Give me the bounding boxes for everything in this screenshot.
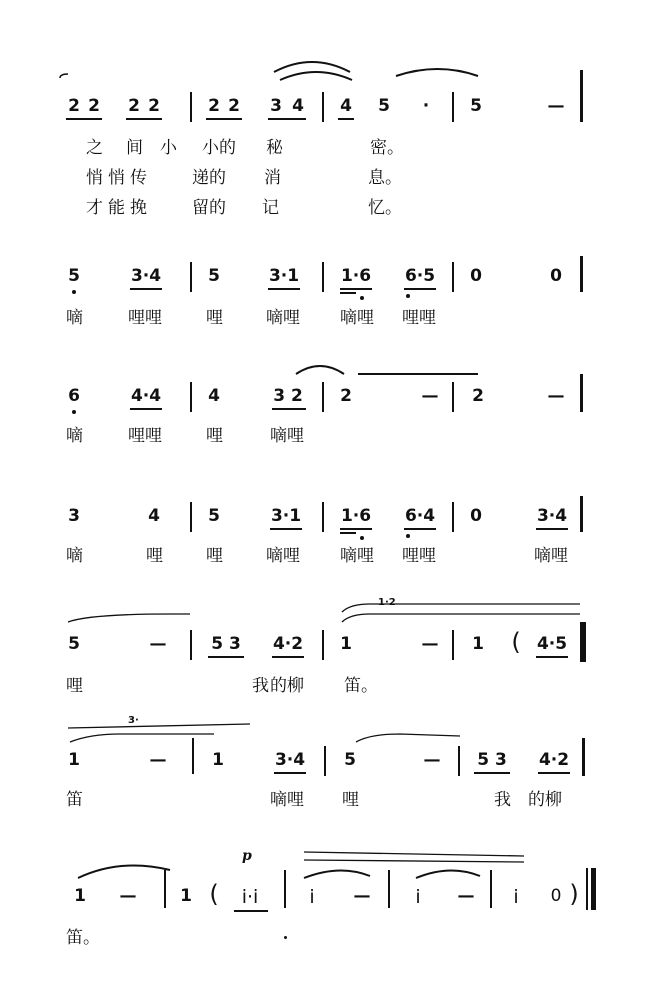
lyric: 之 [86, 138, 103, 158]
note: 4·2 [538, 750, 570, 770]
barline [322, 262, 324, 292]
note: i [415, 886, 421, 908]
lyric: 嘀哩 [340, 546, 374, 566]
low-dot [72, 290, 76, 294]
lyric: 嘀哩 [266, 308, 300, 328]
lyric: 忆。 [368, 198, 402, 218]
barline [190, 630, 192, 660]
underline [536, 656, 568, 658]
note: 4·5 [536, 634, 568, 654]
underline [340, 288, 372, 290]
note: 4 [340, 96, 352, 116]
lyric: 哩哩 [402, 308, 436, 328]
lyric: 消 [264, 168, 281, 188]
note: 4 [208, 386, 220, 406]
note: — [547, 386, 565, 406]
underline [274, 772, 306, 774]
lyric: 传 [130, 168, 147, 188]
close-paren: ) [569, 880, 579, 908]
lyric: 笛 [66, 790, 83, 810]
note: 5 [68, 266, 80, 286]
lyric: 哩哩 [128, 426, 162, 446]
final-barline [591, 868, 596, 910]
note: 4·4 [130, 386, 162, 406]
lyric: 笛。 [66, 928, 100, 948]
barline [190, 92, 192, 122]
note: 1 [472, 634, 484, 654]
lyric: 嘀哩 [266, 546, 300, 566]
underline [208, 656, 244, 658]
note: 3·4 [274, 750, 306, 770]
note: 5 [344, 750, 356, 770]
lyric: 悄 [108, 168, 125, 188]
low-dot [406, 294, 410, 298]
note: 6·5 [404, 266, 436, 286]
note: 1 [180, 886, 192, 906]
underline [270, 528, 302, 530]
barline [388, 870, 390, 908]
note: — [457, 886, 475, 906]
barline [452, 262, 454, 292]
barline [192, 738, 194, 774]
barline [580, 256, 583, 292]
underline [206, 118, 242, 120]
note: 5 [208, 506, 220, 526]
volta-label: 1·2 [378, 597, 396, 608]
note: 3·4 [536, 506, 568, 526]
barline [490, 870, 492, 908]
lyric: 间 [126, 138, 143, 158]
lyric: 哩哩 [402, 546, 436, 566]
note: — [547, 96, 565, 116]
barline [458, 746, 460, 776]
repeat-barline [580, 622, 586, 662]
underline [404, 288, 436, 290]
barline [190, 382, 192, 412]
barline [452, 630, 454, 660]
note: 1 [74, 886, 86, 906]
final-barline [586, 868, 588, 910]
note: 2 [148, 96, 160, 116]
note: — [423, 750, 441, 770]
lyric: 嘀 [66, 546, 83, 566]
lyric: 留的 [192, 198, 226, 218]
lyric: 哩哩 [128, 308, 162, 328]
note: 1 [68, 750, 80, 770]
low-dot [360, 296, 364, 300]
note: i [309, 886, 315, 908]
note: — [149, 634, 167, 654]
lyric: 记 [262, 198, 279, 218]
note: 3 [68, 506, 80, 526]
note: 4·2 [272, 634, 304, 654]
note: — [421, 634, 439, 654]
lyric: 嘀 [66, 426, 83, 446]
note: 5 [378, 96, 390, 116]
note: 1·6 [340, 506, 372, 526]
note: 3·1 [270, 506, 302, 526]
note: 3·4 [130, 266, 162, 286]
barline [580, 496, 583, 532]
note: 0 [470, 506, 482, 526]
barline [452, 92, 454, 122]
lyric: 哩 [146, 546, 163, 566]
underline [338, 118, 354, 120]
lyric: 哩 [66, 676, 83, 696]
lyric: 哩 [206, 426, 223, 446]
note: 2 [340, 386, 352, 406]
underline [66, 118, 102, 120]
note: — [119, 886, 137, 906]
lyric: 能 [108, 198, 125, 218]
lyric: 笛。 [344, 676, 378, 696]
low-dot [360, 536, 364, 540]
low-dot [406, 534, 410, 538]
lyric: 的柳 [270, 676, 304, 696]
barline [164, 870, 166, 908]
barline [580, 70, 583, 122]
lyric: 嘀哩 [270, 790, 304, 810]
underline [340, 292, 356, 294]
lyric: 递的 [192, 168, 226, 188]
note: 3·1 [268, 266, 300, 286]
note: i [513, 886, 519, 908]
note: 1 [340, 634, 352, 654]
volta-label: 3· [128, 715, 139, 726]
barline [452, 382, 454, 412]
barline [582, 738, 585, 776]
lyric: 哩 [342, 790, 359, 810]
lyric: 嘀哩 [534, 546, 568, 566]
barline [284, 870, 286, 908]
underline [340, 528, 372, 530]
lyric: 的柳 [528, 790, 562, 810]
barline [322, 382, 324, 412]
underline [268, 288, 300, 290]
lyric: 嘀哩 [340, 308, 374, 328]
underline [340, 532, 356, 534]
note: 2 [228, 96, 240, 116]
note: 5 3 [211, 634, 241, 654]
barline [190, 502, 192, 532]
low-dot [72, 410, 76, 414]
note: — [149, 750, 167, 770]
note: 5 [470, 96, 482, 116]
underline [130, 288, 162, 290]
note: 2 [208, 96, 220, 116]
note: 2 [128, 96, 140, 116]
note: 0 [470, 266, 482, 286]
lyric: 哩 [206, 546, 223, 566]
lyric: 嘀 [66, 308, 83, 328]
underline [474, 772, 510, 774]
note: 4 [292, 96, 304, 116]
lyric: 悄 [86, 168, 103, 188]
lyric: 我 [252, 676, 269, 696]
underline [272, 408, 306, 410]
lyric: 哩 [206, 308, 223, 328]
note: 1 [212, 750, 224, 770]
note: — [421, 386, 439, 406]
dynamic-piano: p [242, 848, 252, 864]
open-paren: ( [511, 628, 521, 656]
lyric: 才 [86, 198, 103, 218]
note: 5 [208, 266, 220, 286]
underline [272, 656, 304, 658]
note: i·i [241, 886, 259, 908]
lyric: 小的 [202, 138, 236, 158]
stray-dot [284, 936, 287, 939]
barline [452, 502, 454, 532]
note: 2 [88, 96, 100, 116]
lyric: 挽 [130, 198, 147, 218]
note: 0 [550, 266, 562, 286]
barline [580, 374, 583, 412]
note: 5 3 [477, 750, 507, 770]
note: 2 [68, 96, 80, 116]
barline [324, 746, 326, 776]
underline [126, 118, 162, 120]
note: 6 [68, 386, 80, 406]
lyric: 息。 [368, 168, 402, 188]
underline [404, 528, 436, 530]
lyric: 小 [160, 138, 177, 158]
note: 2 [472, 386, 484, 406]
underline [130, 408, 162, 410]
note: 3 2 [273, 386, 303, 406]
barline [322, 92, 324, 122]
note: 5 [68, 634, 80, 654]
barline [322, 502, 324, 532]
underline [268, 118, 306, 120]
note: — [353, 886, 371, 906]
barline [190, 262, 192, 292]
lyric: 密。 [370, 138, 404, 158]
lyric: 我 [494, 790, 511, 810]
barline [322, 630, 324, 660]
open-paren: ( [209, 880, 219, 908]
note: 0 [550, 886, 562, 906]
underline [234, 910, 268, 912]
note: 3 [270, 96, 282, 116]
underline [536, 528, 568, 530]
lyric: 嘀哩 [270, 426, 304, 446]
underline [538, 772, 570, 774]
note: 4 [148, 506, 160, 526]
note: · [422, 96, 430, 116]
lyric: 秘 [266, 138, 283, 158]
note: 1·6 [340, 266, 372, 286]
note: 6·4 [404, 506, 436, 526]
